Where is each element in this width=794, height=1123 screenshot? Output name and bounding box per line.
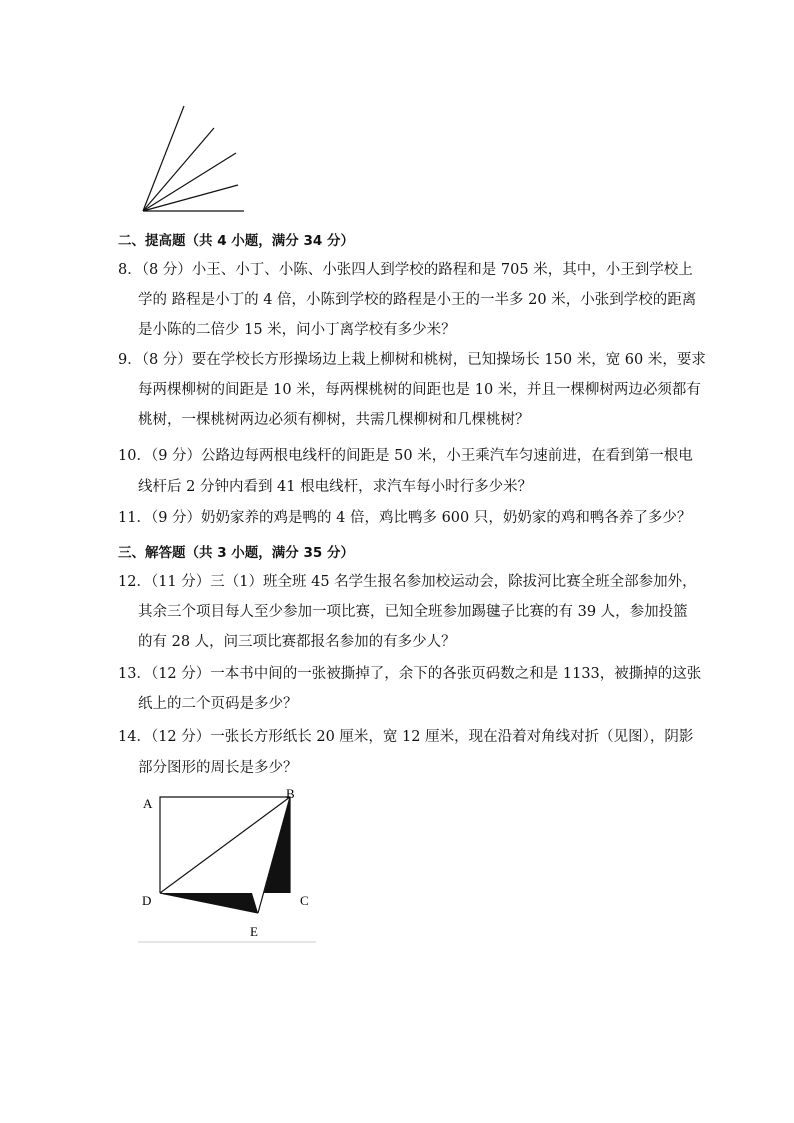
label-a: A [143,796,153,811]
q9-line-1: 9．（8 分）要在学校长方形操场边上栽上柳树和桃树，已知操场长 150 米，宽 60 米，要求 [118,352,706,368]
q8-line-3: 是小陈的二倍少 15 米，问小丁离学校有多少米？ [138,322,456,338]
q14-line-1: 14．（12 分）一张长方形纸长 20 厘米，宽 12 厘米，现在沿着对角线对折（见图），阴影 [118,729,694,745]
ray-2 [143,153,236,211]
q10-line-1: 10．（9 分）公路边每两根电线杆的间距是 50 米，小王乘汽车匀速前进，在看到第一根电 [118,448,693,464]
q10-line-2: 线杆后 2 分钟内看到 41 根电线杆，求汽车每小时行多少米？ [138,479,533,495]
q8-line-2: 学的 路程是小丁的 4 倍，小陈到学校的路程是小王的一半多 20 米，小张到学校的距离 [138,292,697,308]
label-e: E [250,924,258,939]
q13-line-1: 13．（12 分）一本书中间的一张被撕掉了，余下的各张页码数之和是 1133，被撕掉的这张 [118,666,702,682]
ray-4 [143,106,184,211]
ray-1 [143,185,238,211]
section-2-heading: 二、提高题（共 4 小题，满分 34 分） [118,233,354,249]
q9-line-2: 每两棵柳树的间距是 10 米，每两棵桃树的间距也是 10 米，并且一棵柳树两边必须都有 [138,382,701,398]
q9-line-3: 桃树，一棵桃树两边必须有柳树，共需几棵柳树和几棵桃树？ [138,412,530,428]
label-c: C [300,893,309,908]
shaded-region-left [160,893,258,913]
q12-line-1: 12．（11 分）三（1）班全班 45 名学生报名参加校运动会，除拔河比赛全班全部参加外， [118,574,697,590]
q12-line-2: 其余三个项目每人至少参加一项比赛，已知全班参加踢毽子比赛的有 39 人，参加投篮 [138,604,688,620]
q13-line-2: 纸上的二个页码是多少？ [138,696,298,712]
ray-3 [143,128,214,211]
angle-rays-figure [130,95,260,220]
q8-line-1: 8．（8 分）小王、小丁、小陈、小张四人到学校的路程和是 705 米，其中，小王到学校上 [118,262,693,278]
section-3-heading: 三、解答题（共 3 小题，满分 35 分） [118,545,354,561]
folded-rectangle-figure [130,785,330,950]
label-b: B [286,786,295,801]
label-d: D [142,893,152,908]
q11-line-1: 11．（9 分）奶奶家养的鸡是鸭的 4 倍，鸡比鸭多 600 只，奶奶家的鸡和鸭各养了多少？ [118,510,692,526]
q14-line-2: 部分图形的周长是多少？ [138,760,298,776]
q12-line-3: 的有 28 人，问三项比赛都报名参加的有多少人？ [138,634,456,650]
